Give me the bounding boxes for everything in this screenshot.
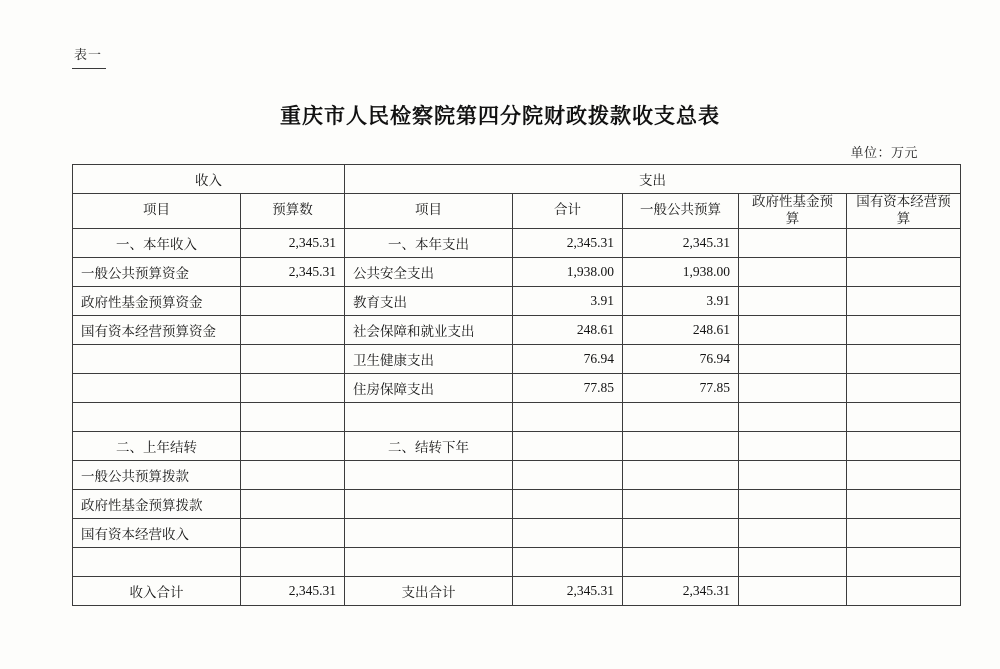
header-group-income: 收入 [73,165,345,194]
table-group-header-row [73,165,961,194]
cell-expenditure-public [623,402,739,431]
table-header [73,165,961,229]
cell-expenditure-total [513,460,623,489]
header-expenditure-total: 合计 [513,194,623,229]
table-row [73,344,961,373]
cell-income-item [73,402,241,431]
cell-expenditure-public [623,431,739,460]
cell-expenditure-fund [739,286,847,315]
cell-income-item: 二、上年结转 [73,431,241,460]
cell-total-expenditure-fund [739,576,847,605]
cell-income-value [241,286,345,315]
cell-income-value [241,518,345,547]
cell-expenditure-capital [847,228,961,257]
header-expenditure-state-capital: 国有资本经营预算 [847,194,961,229]
table-row [73,460,961,489]
cell-expenditure-total: 77.85 [513,373,623,402]
cell-expenditure-fund [739,344,847,373]
header-expenditure-government-fund: 政府性基金预算 [739,194,847,229]
cell-expenditure-capital [847,431,961,460]
cell-expenditure-capital [847,344,961,373]
cell-expenditure-capital [847,489,961,518]
cell-expenditure-capital [847,460,961,489]
table-body [73,228,961,605]
table-row [73,431,961,460]
cell-expenditure-fund [739,518,847,547]
cell-expenditure-fund [739,489,847,518]
cell-income-value [241,315,345,344]
cell-expenditure-fund [739,547,847,576]
cell-income-item [73,344,241,373]
cell-expenditure-total: 76.94 [513,344,623,373]
cell-expenditure-public: 1,938.00 [623,257,739,286]
cell-income-item: 国有资本经营预算资金 [73,315,241,344]
cell-expenditure-public: 2,345.31 [623,228,739,257]
cell-expenditure-capital [847,518,961,547]
cell-total-expenditure-total: 2,345.31 [513,576,623,605]
cell-expenditure-capital [847,315,961,344]
cell-expenditure-item: 一、本年支出 [345,228,513,257]
cell-expenditure-capital [847,547,961,576]
cell-expenditure-capital [847,257,961,286]
table-row [73,489,961,518]
cell-expenditure-capital [847,402,961,431]
cell-expenditure-item [345,489,513,518]
cell-expenditure-total [513,489,623,518]
cell-expenditure-total [513,431,623,460]
cell-expenditure-capital [847,286,961,315]
cell-income-value: 2,345.31 [241,257,345,286]
cell-expenditure-fund [739,228,847,257]
cell-expenditure-item [345,460,513,489]
cell-expenditure-public [623,518,739,547]
cell-expenditure-fund [739,315,847,344]
cell-income-value [241,344,345,373]
table-row [73,402,961,431]
cell-expenditure-total: 2,345.31 [513,228,623,257]
cell-expenditure-fund [739,257,847,286]
cell-income-value [241,373,345,402]
table-row [73,547,961,576]
table-row [73,228,961,257]
cell-expenditure-total [513,402,623,431]
cell-expenditure-item: 二、结转下年 [345,431,513,460]
table-row [73,315,961,344]
cell-expenditure-fund [739,402,847,431]
form-number-label: 表一 [74,47,103,62]
cell-income-item: 政府性基金预算拨款 [73,489,241,518]
cell-expenditure-item: 卫生健康支出 [345,344,513,373]
cell-expenditure-public [623,460,739,489]
header-expenditure-item: 项目 [345,194,513,229]
header-income-item: 项目 [73,194,241,229]
table-column-header-row [73,194,961,229]
cell-income-value [241,489,345,518]
unit-note: 单位：万元 [850,145,918,160]
corner-underline [72,68,106,69]
cell-income-item: 国有资本经营收入 [73,518,241,547]
cell-expenditure-total: 1,938.00 [513,257,623,286]
cell-expenditure-fund [739,431,847,460]
cell-expenditure-item [345,547,513,576]
page-title: 重庆市人民检察院第四分院财政拨款收支总表 [280,104,720,128]
cell-total-expenditure-capital [847,576,961,605]
cell-income-item: 政府性基金预算资金 [73,286,241,315]
cell-expenditure-public [623,489,739,518]
cell-expenditure-total: 248.61 [513,315,623,344]
table-row [73,518,961,547]
cell-expenditure-total [513,518,623,547]
cell-income-item: 一、本年收入 [73,228,241,257]
header-income-budget: 预算数 [241,194,345,229]
cell-total-income-value: 2,345.31 [241,576,345,605]
table-row [73,257,961,286]
cell-expenditure-fund [739,373,847,402]
table-row [73,286,961,315]
cell-income-value [241,547,345,576]
cell-income-item [73,547,241,576]
cell-expenditure-public: 248.61 [623,315,739,344]
cell-income-value [241,402,345,431]
financial-table [72,164,961,606]
cell-expenditure-public: 77.85 [623,373,739,402]
cell-income-item [73,373,241,402]
table-row [73,373,961,402]
cell-total-expenditure-public: 2,345.31 [623,576,739,605]
cell-income-value [241,431,345,460]
cell-expenditure-item: 社会保障和就业支出 [345,315,513,344]
cell-total-expenditure-label: 支出合计 [345,576,513,605]
cell-expenditure-total [513,547,623,576]
cell-income-item: 一般公共预算拨款 [73,460,241,489]
header-expenditure-public-budget: 一般公共预算 [623,194,739,229]
cell-expenditure-item: 住房保障支出 [345,373,513,402]
table-total-row [73,576,961,605]
header-group-expenditure: 支出 [345,165,961,194]
cell-expenditure-item [345,402,513,431]
cell-expenditure-public [623,547,739,576]
cell-income-value [241,460,345,489]
cell-income-value: 2,345.31 [241,228,345,257]
cell-expenditure-item [345,518,513,547]
cell-expenditure-public: 3.91 [623,286,739,315]
cell-income-item: 一般公共预算资金 [73,257,241,286]
cell-total-income-label: 收入合计 [73,576,241,605]
cell-expenditure-capital [847,373,961,402]
cell-expenditure-fund [739,460,847,489]
cell-expenditure-total: 3.91 [513,286,623,315]
cell-expenditure-public: 76.94 [623,344,739,373]
cell-expenditure-item: 教育支出 [345,286,513,315]
cell-expenditure-item: 公共安全支出 [345,257,513,286]
